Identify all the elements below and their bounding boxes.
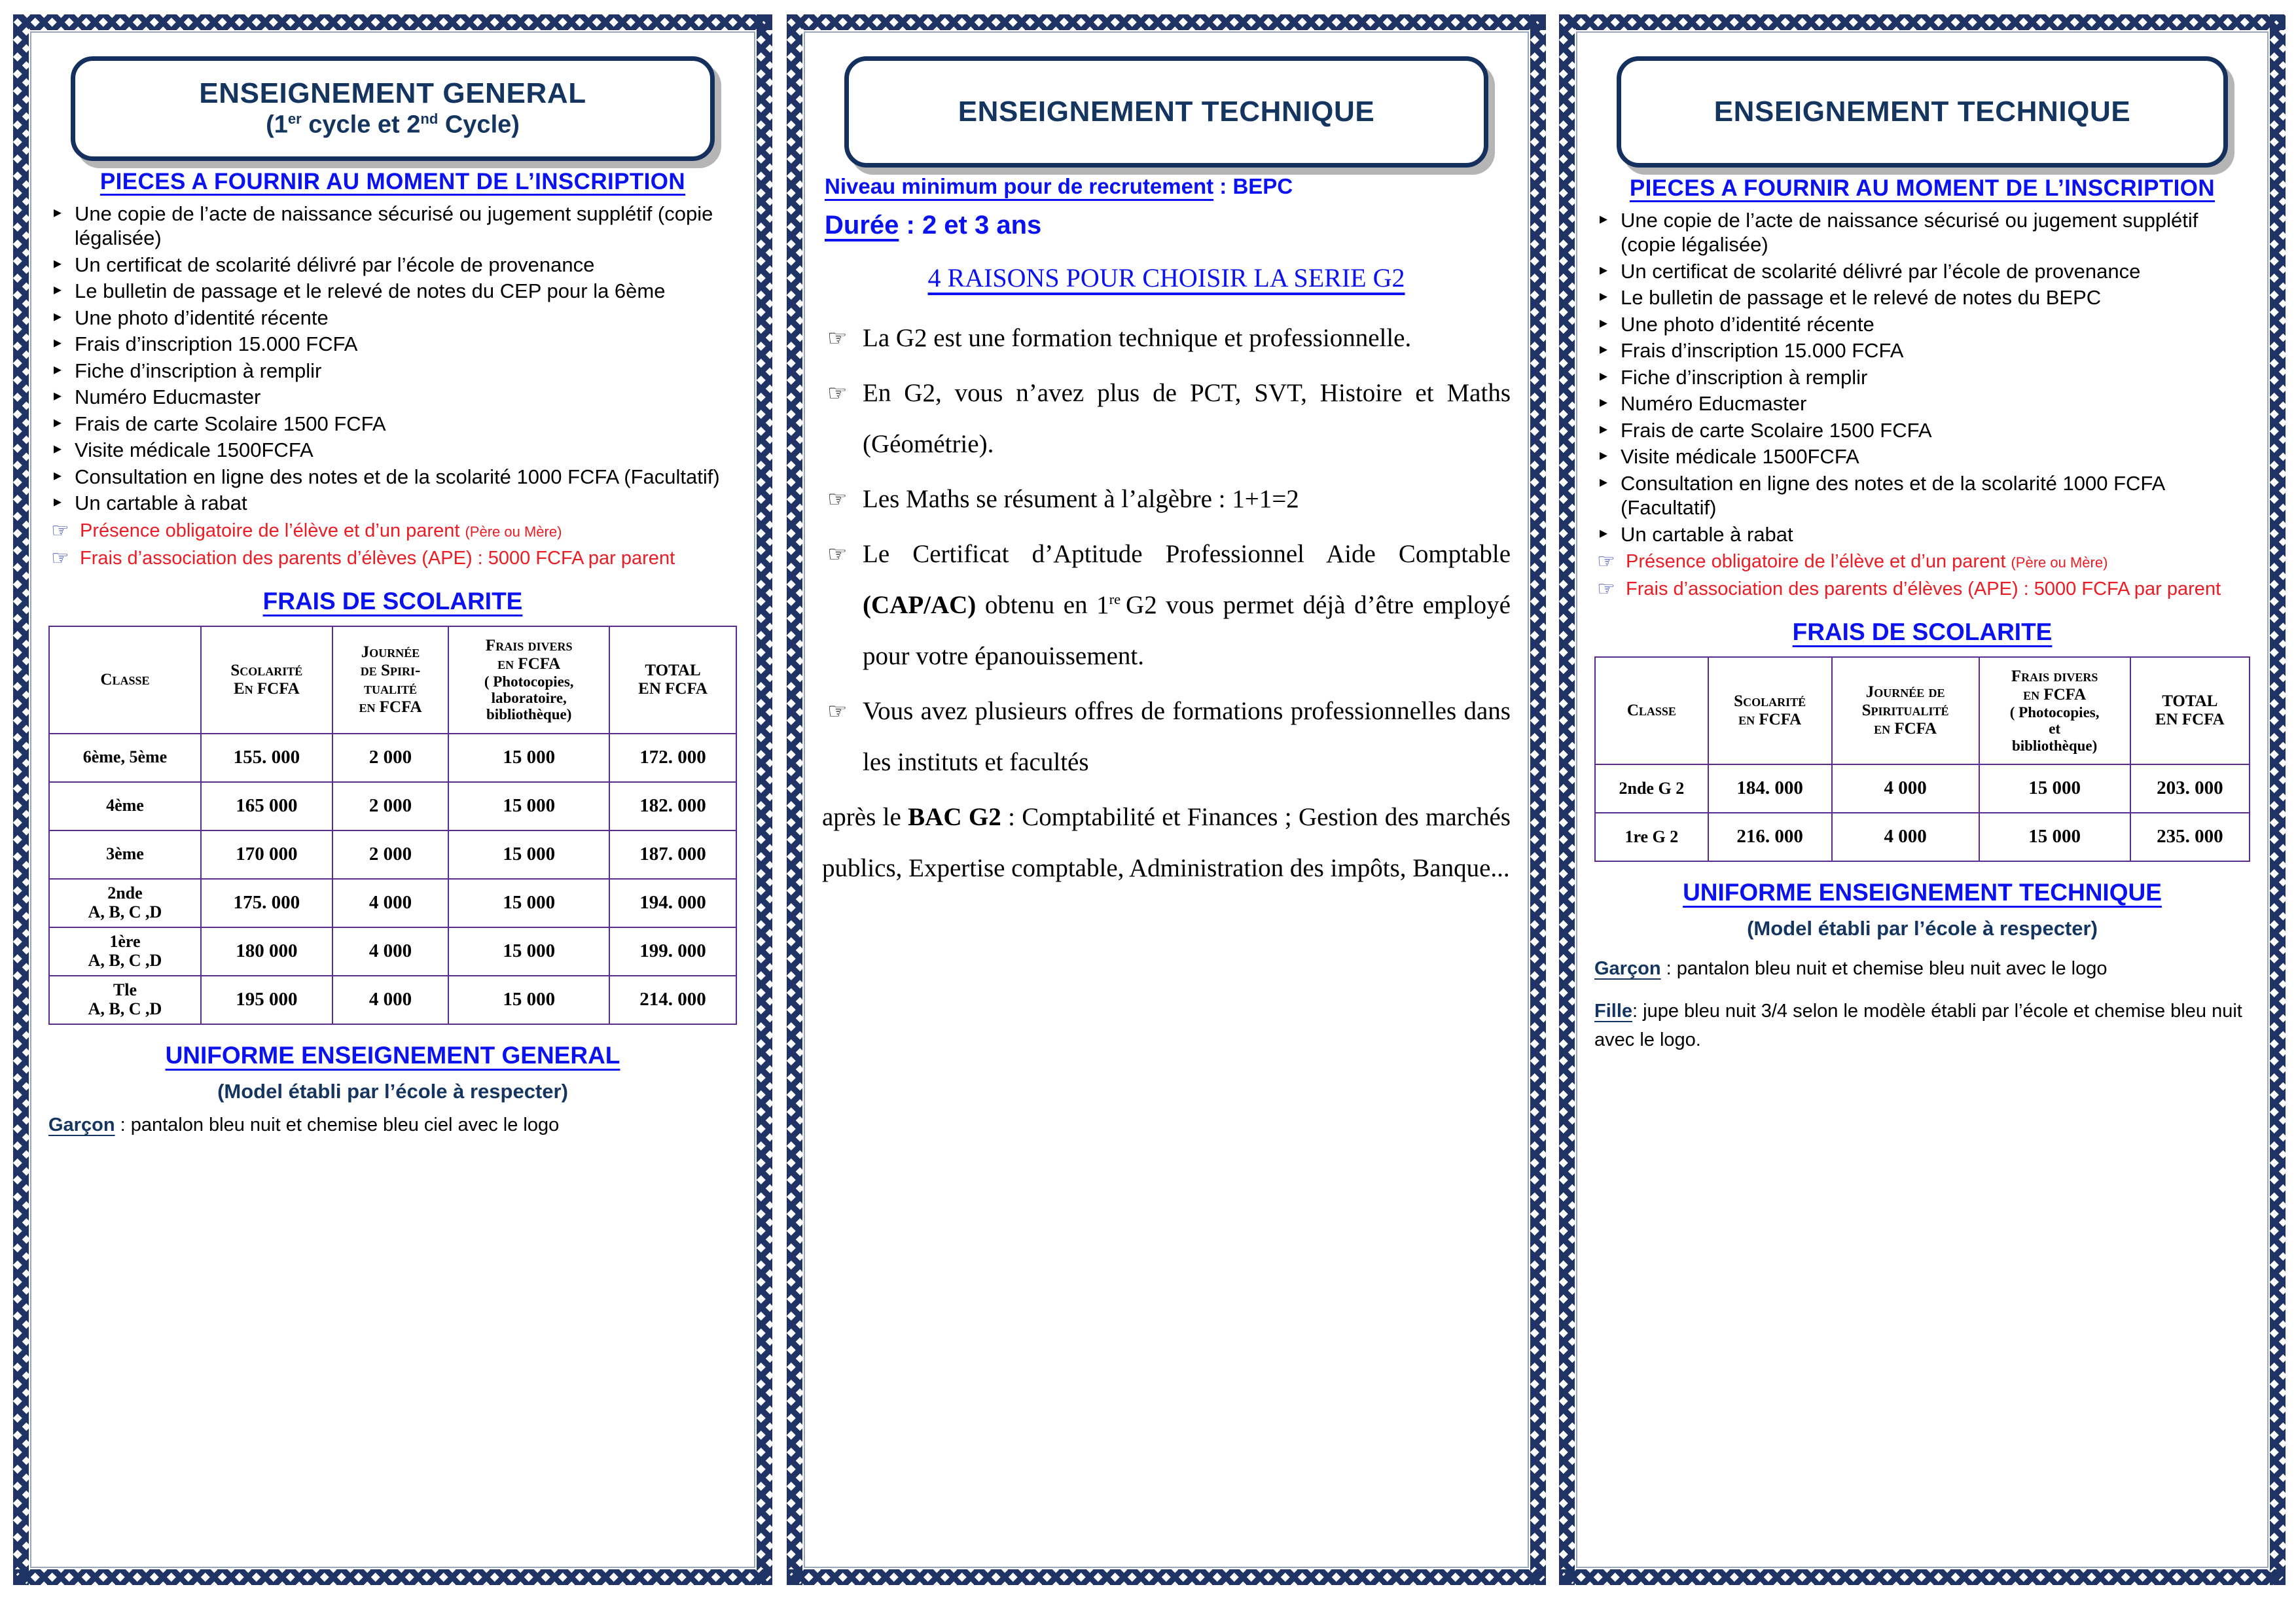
reason4-mid: obtenu en 1 xyxy=(976,590,1109,619)
bullet-icon: ▸ xyxy=(1600,419,1608,438)
bullet-icon: ▸ xyxy=(1600,287,1608,306)
uniform-boy-text: : pantalon bleu nuit et chemise bleu nuit avec le logo xyxy=(1660,957,2108,979)
cell-classe: 2nde G 2 xyxy=(1595,764,1708,813)
reason4-cap-ac: (CAP/AC) xyxy=(863,590,977,619)
table-row xyxy=(49,976,736,1024)
list-item-label: Un certificat de scolarité délivré par l’école de provenance xyxy=(75,253,595,276)
cell-scolarite: 165 000 xyxy=(201,782,332,830)
pointing-hand-icon: ☞ xyxy=(827,699,848,724)
panel3-title: ENSEIGNEMENT TECHNIQUE xyxy=(1713,96,2131,128)
list-item xyxy=(1594,312,2250,337)
duration-value: : 2 et 3 ans xyxy=(899,210,1042,240)
title-sup-er: er xyxy=(287,110,302,127)
cell-classe: 6ème, 5ème xyxy=(49,734,201,782)
panel-enseignement-technique-frais xyxy=(1559,14,2286,1585)
border-pattern-bottom xyxy=(1559,1569,2286,1585)
list-item xyxy=(1594,365,2250,390)
col-divers: Frais divers en FCFA ( Photocopies, et bibliothèque) xyxy=(1979,657,2130,764)
reason-text: Les Maths se résument à l’algèbre : 1+1=2 xyxy=(863,484,1299,513)
cell-total: 194. 000 xyxy=(609,879,736,927)
notice-text: Présence obligatoire de l’élève et d’un parent xyxy=(1626,551,2011,573)
border-pattern-right xyxy=(1530,14,1546,1585)
panel3-uniform-boy xyxy=(1594,955,2250,984)
panel1-title-line1: ENSEIGNEMENT GENERAL xyxy=(199,77,586,109)
notice-text: Frais d’association des parents d’élèves (APE) : 5000 FCFA par parent xyxy=(1626,578,2221,599)
panel3-notice-ape xyxy=(1594,578,2250,601)
panel1-content xyxy=(30,31,755,1568)
bullet-icon: ▸ xyxy=(54,254,62,272)
list-item-label: Visite médicale 1500FCFA xyxy=(75,438,314,462)
cell-total: 182. 000 xyxy=(609,782,736,830)
list-item xyxy=(48,202,737,251)
bullet-icon: ▸ xyxy=(1600,446,1608,465)
panel1-uniform-heading: UNIFORME ENSEIGNEMENT GENERAL xyxy=(165,1041,620,1069)
bullet-icon: ▸ xyxy=(1600,260,1608,279)
bullet-icon: ▸ xyxy=(54,387,62,405)
uniform-girl-label: Fille xyxy=(1594,1001,1633,1022)
reason-text: En G2, vous n’avez plus de PCT, SVT, Histoire et Maths (Géométrie). xyxy=(863,378,1511,458)
table-header-row xyxy=(49,626,736,734)
bullet-icon: ▸ xyxy=(54,360,62,378)
reason-item-2 xyxy=(822,368,1511,470)
cell-scolarite: 170 000 xyxy=(201,830,332,879)
list-item xyxy=(1594,208,2250,257)
list-item-label: Une copie de l’acte de naissance sécurisé ou jugement supplétif (copie légalisée) xyxy=(75,202,713,250)
reason-text: La G2 est une formation technique et professionnelle. xyxy=(863,323,1412,352)
duration-label: Durée xyxy=(825,210,899,240)
fees-table-general xyxy=(48,626,737,1025)
panel3-documents-heading: PIECES A FOURNIR AU MOMENT DE L’INSCRIPTION xyxy=(1629,175,2215,201)
col-journee: Journée de Spiri- tualité en FCFA xyxy=(332,626,449,734)
panel1-title-line2 xyxy=(83,111,702,139)
cell-scolarite: 180 000 xyxy=(201,927,332,976)
list-item-label: Frais de carte Scolaire 1500 FCFA xyxy=(1621,418,1932,442)
bullet-icon: ▸ xyxy=(1600,524,1608,542)
table-row xyxy=(49,734,736,782)
pointing-hand-icon: ☞ xyxy=(827,326,848,351)
panel3-notice-presence xyxy=(1594,550,2250,574)
bullet-icon: ▸ xyxy=(54,307,62,325)
notice-text-small: (Père ou Mère) xyxy=(465,523,562,540)
uniform-boy-label: Garçon xyxy=(48,1114,115,1135)
col-classe: Classe xyxy=(1595,657,1708,764)
cell-divers: 15 000 xyxy=(448,879,609,927)
level-label: Niveau minimum pour de recrutement xyxy=(825,173,1214,198)
panel3-uniform-girl xyxy=(1594,997,2250,1054)
panel1-uniform-boy xyxy=(48,1111,737,1140)
uniform-boy-label: Garçon xyxy=(1594,957,1661,979)
cell-divers: 15 000 xyxy=(448,782,609,830)
col-total: TOTAL EN FCFA xyxy=(2130,657,2250,764)
panel2-title: ENSEIGNEMENT TECHNIQUE xyxy=(958,96,1375,128)
notice-text: Présence obligatoire de l’élève et d’un parent xyxy=(80,520,465,541)
table-row xyxy=(49,879,736,927)
border-pattern-bottom xyxy=(13,1569,772,1585)
cell-total: 187. 000 xyxy=(609,830,736,879)
table-row xyxy=(49,782,736,830)
table-row xyxy=(49,927,736,976)
panel1-notice-ape xyxy=(48,547,737,571)
panel2-reasons-heading: 4 RAISONS POUR CHOISIR LA SERIE G2 xyxy=(927,262,1405,293)
cell-total: 203. 000 xyxy=(2130,764,2250,813)
border-pattern-left xyxy=(1559,14,1575,1585)
list-item xyxy=(48,491,737,516)
panel3-title-box xyxy=(1617,56,2228,168)
list-item-label: Consultation en ligne des notes et de la scolarité 1000 FCFA (Facultatif) xyxy=(1621,471,2164,520)
cell-divers: 15 000 xyxy=(448,976,609,1024)
list-item-label: Frais d’inscription 15.000 FCFA xyxy=(75,332,358,356)
border-pattern-top xyxy=(13,14,772,30)
cell-journee: 4 000 xyxy=(1832,813,1979,861)
list-item xyxy=(48,465,737,490)
title-pre: (1 xyxy=(266,111,288,139)
cell-journee: 4 000 xyxy=(332,927,449,976)
list-item xyxy=(1594,285,2250,310)
list-item-label: Frais de carte Scolaire 1500 FCFA xyxy=(75,412,386,435)
list-item-label: Fiche d’inscription à remplir xyxy=(75,359,322,382)
cell-classe: 4ème xyxy=(49,782,201,830)
col-total: TOTAL EN FCFA xyxy=(609,626,736,734)
panel3-documents-list xyxy=(1594,208,2250,547)
list-item-label: Une photo d’identité récente xyxy=(1621,312,1874,336)
list-item xyxy=(1594,444,2250,469)
list-item-label: Le bulletin de passage et le relevé de notes du CEP pour la 6ème xyxy=(75,279,666,303)
cell-divers: 15 000 xyxy=(1979,764,2130,813)
cell-scolarite: 184. 000 xyxy=(1708,764,1832,813)
cell-journee: 4 000 xyxy=(332,976,449,1024)
table-row xyxy=(1595,764,2250,813)
reason4-post: G2 vous permet déjà d’être employé pour votre épanouissement. xyxy=(863,590,1511,670)
reason4-sup: re xyxy=(1109,590,1121,607)
cell-journee: 4 000 xyxy=(1832,764,1979,813)
table-header-row xyxy=(1595,657,2250,764)
panel1-notice-presence xyxy=(48,520,737,543)
panel2-title-box xyxy=(844,56,1488,168)
list-item xyxy=(1594,259,2250,284)
panel3-uniform-heading: UNIFORME ENSEIGNEMENT TECHNIQUE xyxy=(1683,878,2162,906)
bullet-icon: ▸ xyxy=(1600,209,1608,228)
cell-journee: 4 000 xyxy=(332,879,449,927)
panel2-duration xyxy=(825,211,1511,240)
cell-classe: 2nde A, B, C ,D xyxy=(49,879,201,927)
panel-enseignement-general xyxy=(13,14,772,1585)
bullet-icon: ▸ xyxy=(1600,313,1608,332)
list-item xyxy=(1594,471,2250,520)
closing-pre: après le xyxy=(822,802,908,831)
list-item xyxy=(48,359,737,383)
panel2-closing xyxy=(822,792,1511,894)
border-pattern-right xyxy=(2270,14,2286,1585)
bullet-icon: ▸ xyxy=(54,466,62,484)
panel1-title-box xyxy=(71,56,715,161)
reason-text: Vous avez plusieurs offres de formations professionnelles dans les instituts et facultés xyxy=(863,696,1511,776)
cell-divers: 15 000 xyxy=(448,734,609,782)
list-item xyxy=(48,332,737,357)
cell-journee: 2 000 xyxy=(332,734,449,782)
uniform-girl-text: : jupe bleu nuit 3/4 selon le modèle établi par l’école et chemise bleu nuit avec le logo. xyxy=(1594,1001,2242,1050)
cell-scolarite: 155. 000 xyxy=(201,734,332,782)
cell-scolarite: 216. 000 xyxy=(1708,813,1832,861)
panel-enseignement-technique-raisons xyxy=(787,14,1546,1585)
list-item-label: Le bulletin de passage et le relevé de notes du BEPC xyxy=(1621,286,2102,310)
list-item-label: Une photo d’identité récente xyxy=(75,306,329,329)
bullet-icon: ▸ xyxy=(54,493,62,511)
border-pattern-top xyxy=(787,14,1546,30)
cell-total: 214. 000 xyxy=(609,976,736,1024)
bullet-icon: ▸ xyxy=(1600,473,1608,491)
title-mid: cycle et 2 xyxy=(301,111,421,139)
list-item-label: Consultation en ligne des notes et de la scolarité 1000 FCFA (Facultatif) xyxy=(75,465,720,488)
pointing-hand-icon: ☞ xyxy=(1597,550,1615,573)
cell-classe: Tle A, B, C ,D xyxy=(49,976,201,1024)
title-sup-nd: nd xyxy=(420,110,439,127)
cell-journee: 2 000 xyxy=(332,782,449,830)
list-item xyxy=(1594,522,2250,547)
list-item xyxy=(1594,391,2250,416)
col-divers: Frais divers en FCFA ( Photocopies, laboratoire, bibliothèque) xyxy=(448,626,609,734)
panel2-content xyxy=(804,31,1529,1568)
pointing-hand-icon: ☞ xyxy=(51,546,69,569)
panel3-uniform-sub: (Model établi par l’école à respecter) xyxy=(1747,916,2098,940)
panel1-uniform-sub: (Model établi par l’école à respecter) xyxy=(217,1079,568,1103)
notice-text: Frais d’association des parents d’élèves (APE) : 5000 FCFA par parent xyxy=(80,547,675,569)
panel1-fees-heading: FRAIS DE SCOLARITE xyxy=(262,587,523,615)
cell-divers: 15 000 xyxy=(1979,813,2130,861)
panel3-content xyxy=(1576,31,2269,1568)
col-classe: Classe xyxy=(49,626,201,734)
border-pattern-bottom xyxy=(787,1569,1546,1585)
table-row xyxy=(49,830,736,879)
list-item xyxy=(1594,418,2250,443)
cell-total: 172. 000 xyxy=(609,734,736,782)
title-post: Cycle) xyxy=(438,111,520,139)
cell-divers: 15 000 xyxy=(448,927,609,976)
pointing-hand-icon: ☞ xyxy=(51,518,69,542)
list-item xyxy=(48,438,737,463)
cell-total: 199. 000 xyxy=(609,927,736,976)
list-item-label: Fiche d’inscription à remplir xyxy=(1621,365,1868,389)
list-item-label: Une copie de l’acte de naissance sécurisé ou jugement supplétif (copie légalisée) xyxy=(1621,208,2198,257)
list-item-label: Numéro Educmaster xyxy=(1621,392,1807,416)
col-journee: Journée de Spiritualité en FCFA xyxy=(1832,657,1979,764)
bullet-icon: ▸ xyxy=(54,334,62,352)
closing-post: : Comptabilité et Finances ; Gestion des marchés publics, Expertise comptable, Administration des impôts, Banque... xyxy=(822,802,1511,882)
bullet-icon: ▸ xyxy=(1600,366,1608,385)
list-item xyxy=(48,306,737,330)
pointing-hand-icon: ☞ xyxy=(827,381,848,406)
table-row xyxy=(1595,813,2250,861)
reason-item-3 xyxy=(822,474,1511,525)
list-item-label: Frais d’inscription 15.000 FCFA xyxy=(1621,339,1904,363)
bullet-icon: ▸ xyxy=(54,281,62,299)
cell-scolarite: 195 000 xyxy=(201,976,332,1024)
list-item-label: Un cartable à rabat xyxy=(1621,522,1793,546)
panel3-fees-heading: FRAIS DE SCOLARITE xyxy=(1792,618,2053,645)
notice-text-small: (Père ou Mère) xyxy=(2011,554,2108,571)
bullet-icon: ▸ xyxy=(54,203,62,221)
bullet-icon: ▸ xyxy=(54,440,62,458)
list-item-label: Numéro Educmaster xyxy=(75,385,261,409)
cell-classe: 1ère A, B, C ,D xyxy=(49,927,201,976)
list-item xyxy=(48,385,737,410)
level-value: : BEPC xyxy=(1213,173,1293,198)
bullet-icon: ▸ xyxy=(1600,340,1608,359)
reason-item-5 xyxy=(822,686,1511,788)
closing-bac-g2: BAC G2 xyxy=(908,802,1001,831)
list-item-label: Visite médicale 1500FCFA xyxy=(1621,445,1859,469)
bullet-icon: ▸ xyxy=(54,413,62,431)
list-item xyxy=(1594,338,2250,363)
reason-item-4 xyxy=(822,529,1511,682)
list-item xyxy=(48,279,737,304)
border-pattern-top xyxy=(1559,14,2286,30)
reason4-pre: Le Certificat d’Aptitude Professionnel Aide Comptable xyxy=(863,539,1511,568)
col-scolarite: Scolarité en FCFA xyxy=(1708,657,1832,764)
cell-classe: 1re G 2 xyxy=(1595,813,1708,861)
panel1-documents-heading: PIECES A FOURNIR AU MOMENT DE L’INSCRIPTION xyxy=(99,168,686,194)
cell-classe: 3ème xyxy=(49,830,201,879)
cell-scolarite: 175. 000 xyxy=(201,879,332,927)
cell-total: 235. 000 xyxy=(2130,813,2250,861)
list-item-label: Un cartable à rabat xyxy=(75,491,247,515)
panel1-documents-list xyxy=(48,202,737,516)
pointing-hand-icon: ☞ xyxy=(1597,577,1615,600)
pointing-hand-icon: ☞ xyxy=(827,487,848,512)
list-item-label: Un certificat de scolarité délivré par l’école de provenance xyxy=(1621,259,2141,283)
cell-divers: 15 000 xyxy=(448,830,609,879)
reason-item-1 xyxy=(822,313,1511,364)
fees-table-technique xyxy=(1594,656,2250,862)
panel2-level xyxy=(825,174,1511,199)
border-pattern-left xyxy=(13,14,29,1585)
border-pattern-right xyxy=(757,14,772,1585)
list-item xyxy=(48,412,737,437)
bullet-icon: ▸ xyxy=(1600,393,1608,412)
cell-journee: 2 000 xyxy=(332,830,449,879)
col-scolarite: Scolarité En FCFA xyxy=(201,626,332,734)
list-item xyxy=(48,253,737,277)
uniform-boy-text: : pantalon bleu nuit et chemise bleu ciel avec le logo xyxy=(115,1114,560,1135)
border-pattern-left xyxy=(787,14,802,1585)
pointing-hand-icon: ☞ xyxy=(827,542,848,567)
